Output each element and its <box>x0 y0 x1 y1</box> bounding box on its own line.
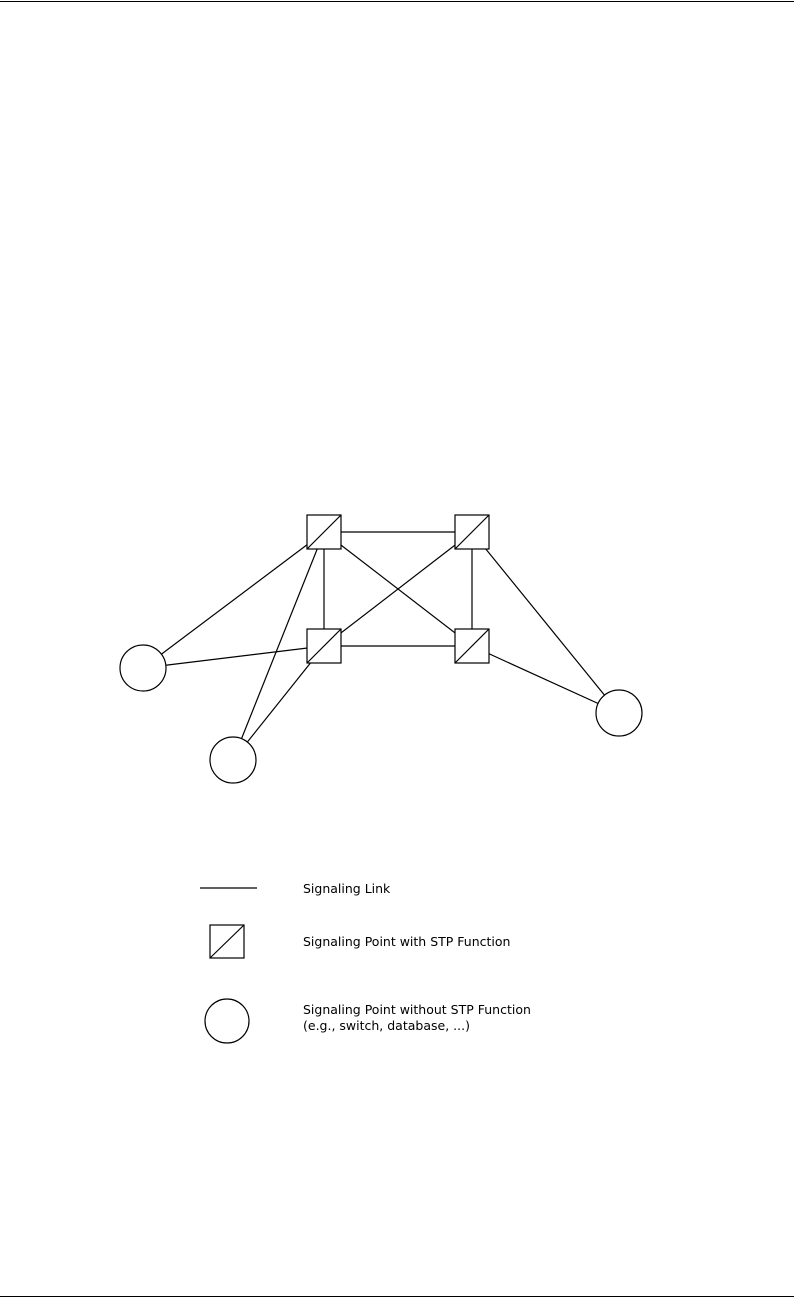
nodes-layer <box>120 515 642 783</box>
stp-node-stp-4 <box>455 629 489 663</box>
legend <box>200 881 531 1043</box>
legend-stp-symbol <box>210 925 244 958</box>
sp-node-sp-2 <box>210 737 256 783</box>
stp-node-stp-1 <box>307 515 341 549</box>
stp-node-stp-3 <box>307 629 341 663</box>
legend-sp-symbol <box>205 999 249 1043</box>
links-layer <box>143 532 619 760</box>
sp-node-sp-3 <box>596 690 642 736</box>
legend-sp-example: (e.g., switch, database, ...) <box>303 1018 470 1033</box>
signaling-link-sp-3-stp-2 <box>472 532 619 713</box>
signaling-link-sp-1-stp-3 <box>143 646 324 668</box>
stp-node-stp-2 <box>455 515 489 549</box>
legend-link-label: Signaling Link <box>303 881 391 896</box>
signaling-link-sp-3-stp-4 <box>472 646 619 713</box>
legend-stp-label: Signaling Point with STP Function <box>303 934 511 949</box>
sp-node-sp-1 <box>120 645 166 691</box>
legend-sp-label: Signaling Point without STP Function <box>303 1002 531 1017</box>
